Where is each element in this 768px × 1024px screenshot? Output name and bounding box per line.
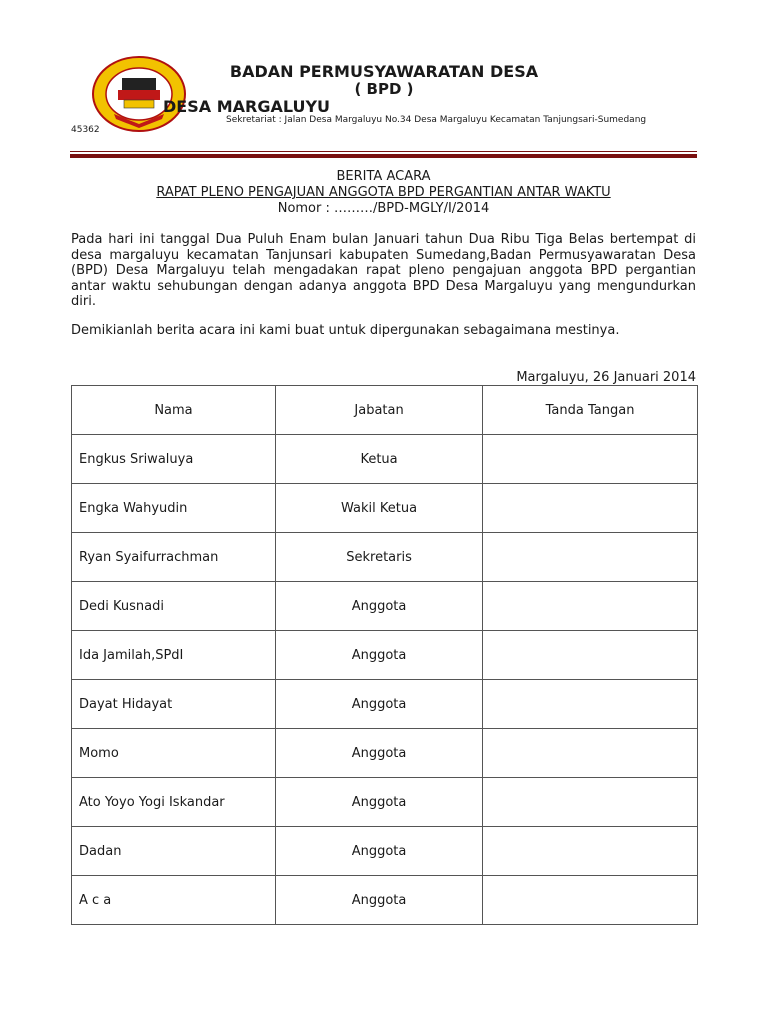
- cell-signature: [483, 631, 698, 680]
- table-row: [72, 582, 698, 631]
- cell-nama: Dedi Kusnadi: [72, 582, 276, 631]
- postcode: 45362: [71, 125, 100, 135]
- cell-jabatan: Anggota: [276, 680, 483, 729]
- table-row: [72, 484, 698, 533]
- table-row: [72, 827, 698, 876]
- table-row: [72, 435, 698, 484]
- header-rule-thin: [70, 151, 697, 152]
- cell-nama: Dadan: [72, 827, 276, 876]
- cell-signature: [483, 435, 698, 484]
- header-tanda-tangan: Tanda Tangan: [483, 386, 698, 435]
- cell-signature: [483, 827, 698, 876]
- title-line-2: RAPAT PLENO PENGAJUAN ANGGOTA BPD PERGANTIAN ANTAR WAKTU: [156, 185, 611, 200]
- header-nama: Nama: [72, 386, 276, 435]
- cell-jabatan: Sekretaris: [276, 533, 483, 582]
- cell-jabatan: Wakil Ketua: [276, 484, 483, 533]
- cell-signature: [483, 582, 698, 631]
- document-title: [70, 169, 697, 217]
- org-name: BADAN PERMUSYAWARATAN DESA: [229, 62, 539, 81]
- cell-signature: [483, 680, 698, 729]
- letterhead: [0, 0, 768, 160]
- cell-jabatan: Anggota: [276, 778, 483, 827]
- cell-nama: Ryan Syaifurrachman: [72, 533, 276, 582]
- cell-nama: Engkus Sriwaluya: [72, 435, 276, 484]
- cell-jabatan: Anggota: [276, 729, 483, 778]
- cell-jabatan: Anggota: [276, 631, 483, 680]
- cell-jabatan: Anggota: [276, 827, 483, 876]
- body-paragraph-1: Pada hari ini tanggal Dua Puluh Enam bulan Januari tahun Dua Ribu Tiga Belas bertempat di desa margaluyu kecamatan Tanjunsari kabupaten Sumedang,Badan Permusyawaratan Desa (BPD) Desa Margaluyu telah mengadakan rapat pleno pengajuan anggota BPD pergantian antar waktu sehubungan dengan adanya anggota BPD Desa Margaluyu yang mengundurkan diri.: [71, 232, 696, 309]
- cell-nama: A c a: [72, 876, 276, 925]
- cell-nama: Engka Wahyudin: [72, 484, 276, 533]
- cell-signature: [483, 484, 698, 533]
- cell-jabatan: Anggota: [276, 582, 483, 631]
- document-number: Nomor : ………/BPD-MGLY/I/2014: [277, 201, 490, 216]
- cell-signature: [483, 533, 698, 582]
- body-paragraph-2: Demikianlah berita acara ini kami buat untuk dipergunakan sebagaimana mestinya.: [71, 323, 620, 338]
- table-row: [72, 631, 698, 680]
- cell-nama: Momo: [72, 729, 276, 778]
- cell-nama: Dayat Hidayat: [72, 680, 276, 729]
- table-header-row: [72, 386, 698, 435]
- table-row: [72, 876, 698, 925]
- cell-signature: [483, 876, 698, 925]
- title-line-1: BERITA ACARA: [336, 169, 431, 184]
- village-name: DESA MARGALUYU: [163, 97, 331, 116]
- table-row: [72, 729, 698, 778]
- cell-signature: [483, 729, 698, 778]
- header-rule-thick: [70, 154, 697, 158]
- cell-jabatan: Ketua: [276, 435, 483, 484]
- table-row: [72, 533, 698, 582]
- cell-jabatan: Anggota: [276, 876, 483, 925]
- table-row: [72, 680, 698, 729]
- signature-table: [71, 385, 698, 925]
- cell-nama: Ida Jamilah,SPdI: [72, 631, 276, 680]
- table-row: [72, 778, 698, 827]
- org-abbreviation: ( BPD ): [354, 80, 414, 98]
- secretariat-address: Sekretariat : Jalan Desa Margaluyu No.34 Desa Margaluyu Kecamatan Tanjungsari-Sumedang: [226, 115, 647, 125]
- cell-signature: [483, 778, 698, 827]
- header-jabatan: Jabatan: [276, 386, 483, 435]
- place-date: Margaluyu, 26 Januari 2014: [516, 370, 696, 385]
- cell-nama: Ato Yoyo Yogi Iskandar: [72, 778, 276, 827]
